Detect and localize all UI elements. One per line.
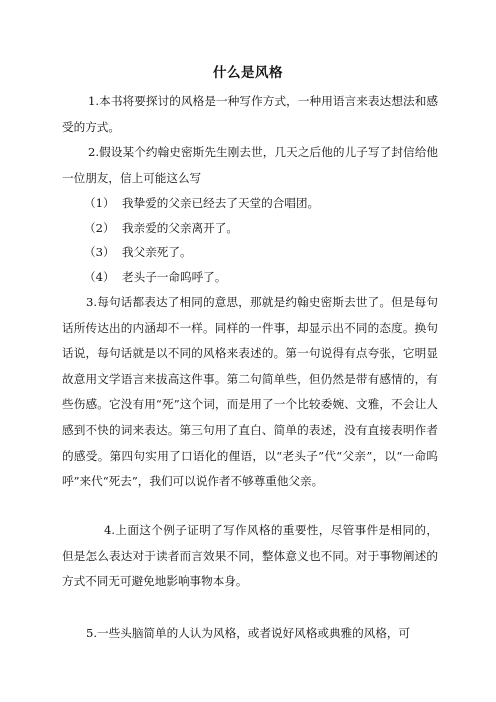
paragraph-1: 1.本书将要探讨的风格是一种写作方式，一种用语言来表达想法和感受的方式。 (62, 94, 438, 134)
list-item-number: （4） (84, 270, 115, 284)
list-item-text: 我亲爱的父亲离开了。 (122, 221, 238, 235)
paragraph-4: 4.上面这个例子证明了写作风格的重要性，尽管事件是相同的，但是怎么表达对于读者而言效果不同，整体意义也不同。对于事物阐述的方式不同无可避免地影响事物本身。 (62, 523, 438, 589)
list-item (84, 241, 444, 263)
paragraph-2: 2.假设某个约翰史密斯先生刚去世，几天之后他的儿子写了封信给他一位朋友，信上可能这么写 (62, 145, 438, 185)
list-item-number: （3） (84, 245, 115, 259)
document-title: 什么是风格 (213, 65, 283, 81)
list-item-number: （1） (84, 196, 115, 210)
list-item-text: 我父亲死了。 (122, 245, 192, 259)
list-item-text: 我挚爱的父亲已经去了天堂的合唱团。 (122, 196, 320, 210)
list-item-text: 老头子一命呜呼了。 (122, 270, 227, 284)
list-item (84, 217, 444, 239)
list-item (84, 192, 444, 214)
paragraph-3: 3.每句话都表达了相同的意思，那就是约翰史密斯去世了。但是每句话所传达出的内涵却不一样。同样的一件事，却显示出不同的态度。换句话说，每句话就是以不同的风格来表述的。第一句说得有点夸张，它明显故意用文学语言来拔高这件事。第二句简单些，但仍然是带有感情的，有些伤感。它没有用“死”这个词，而是用了一个比较委婉、文雅，不会让人感到不快的词来表达。第三句用了直白、简单的表述，没有直接表明作者的感受。第四句实用了口语化的俚语，以“老头子”代“父亲”，以“一命呜呼”来代“死去”，我们可以说作者不够尊重他父亲。 (62, 295, 438, 489)
list-item-number: （2） (84, 221, 115, 235)
paragraph-5: 5.一些头脑简单的人认为风格，或者说好风格或典雅的风格，可 (86, 626, 411, 640)
list-item (84, 266, 444, 288)
